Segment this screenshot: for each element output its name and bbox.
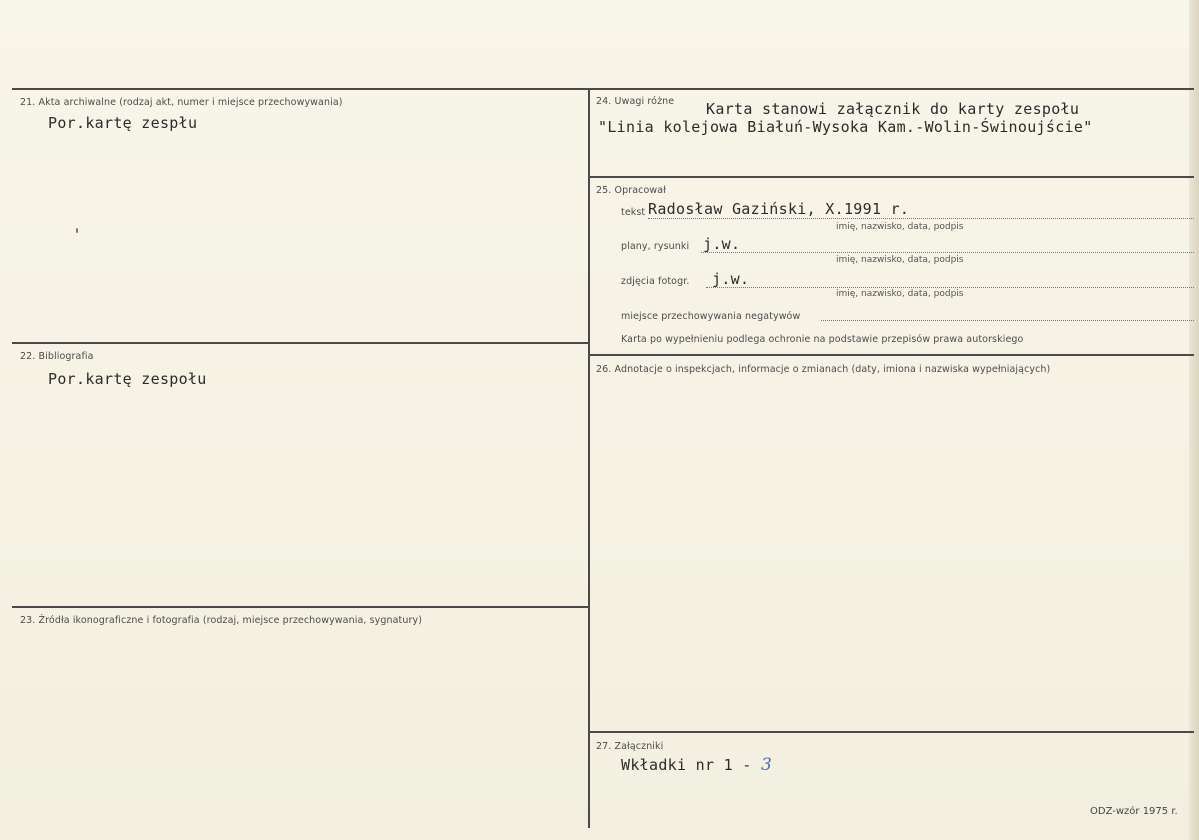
section-24-line1: Karta stanowi załącznik do karty zespołu — [706, 100, 1080, 118]
section-27-value — [621, 755, 772, 775]
form-footer: ODZ-wzór 1975 r. — [1090, 806, 1178, 817]
plany-caption: imię, nazwisko, data, podpis — [836, 255, 964, 265]
section-22-value: Por.kartę zespołu — [48, 370, 207, 388]
tekst-dotted-line — [648, 218, 1194, 219]
zdjecia-label: zdjęcia fotogr. — [621, 276, 690, 287]
center-divider — [588, 88, 590, 828]
zdjecia-dotted-line — [706, 287, 1194, 288]
section-22-label: 22. Bibliografia — [20, 351, 94, 362]
section-27-label: 27. Załączniki — [596, 741, 664, 752]
tekst-label: tekst — [621, 207, 646, 218]
zdjecia-value: j.w. — [712, 270, 750, 288]
section-26-label: 26. Adnotacje o inspekcjach, informacje o zmianach (daty, imiona i nazwiska wypełniających) — [596, 364, 1051, 375]
zdjecia-caption: imię, nazwisko, data, podpis — [836, 289, 964, 299]
plany-dotted-line — [701, 252, 1194, 253]
section-23-label: 23. Źródła ikonograficzne i fotografia (rodzaj, miejsce przechowywania, sygnatury) — [20, 615, 423, 626]
section-24-label: 24. Uwagi różne — [596, 96, 675, 107]
divider-26-27 — [590, 731, 1194, 733]
top-rule — [12, 88, 1194, 90]
section-21-label: 21. Akta archiwalne (rodzaj akt, numer i miejsce przechowywania) — [20, 97, 343, 108]
miejsce-label: miejsce przechowywania negatywów — [621, 311, 801, 322]
section-27-typed: Wkładki nr 1 - — [621, 756, 752, 774]
divider-25-26 — [590, 354, 1194, 356]
section-21-value: Por.kartę zespłu — [48, 114, 198, 132]
divider-22-23 — [12, 606, 588, 608]
plany-value: j.w. — [703, 235, 741, 253]
paper-edge — [1189, 0, 1199, 840]
copyright-note: Karta po wypełnieniu podlega ochronie na podstawie przepisów prawa autorskiego — [621, 334, 1024, 345]
section-25-label: 25. Opracował — [596, 185, 666, 196]
divider-24-25 — [590, 176, 1194, 178]
tekst-value: Radosław Gaziński, X.1991 r. — [648, 200, 910, 218]
ink-speck — [76, 228, 78, 233]
section-27-handwritten: 3 — [760, 755, 773, 775]
plany-label: plany, rysunki — [621, 241, 690, 252]
section-24-line2: "Linia kolejowa Białuń-Wysoka Kam.-Wolin-Świnoujście" — [598, 118, 1093, 136]
divider-21-22 — [12, 342, 588, 344]
miejsce-dotted-line — [821, 320, 1194, 321]
tekst-caption: imię, nazwisko, data, podpis — [836, 222, 964, 232]
